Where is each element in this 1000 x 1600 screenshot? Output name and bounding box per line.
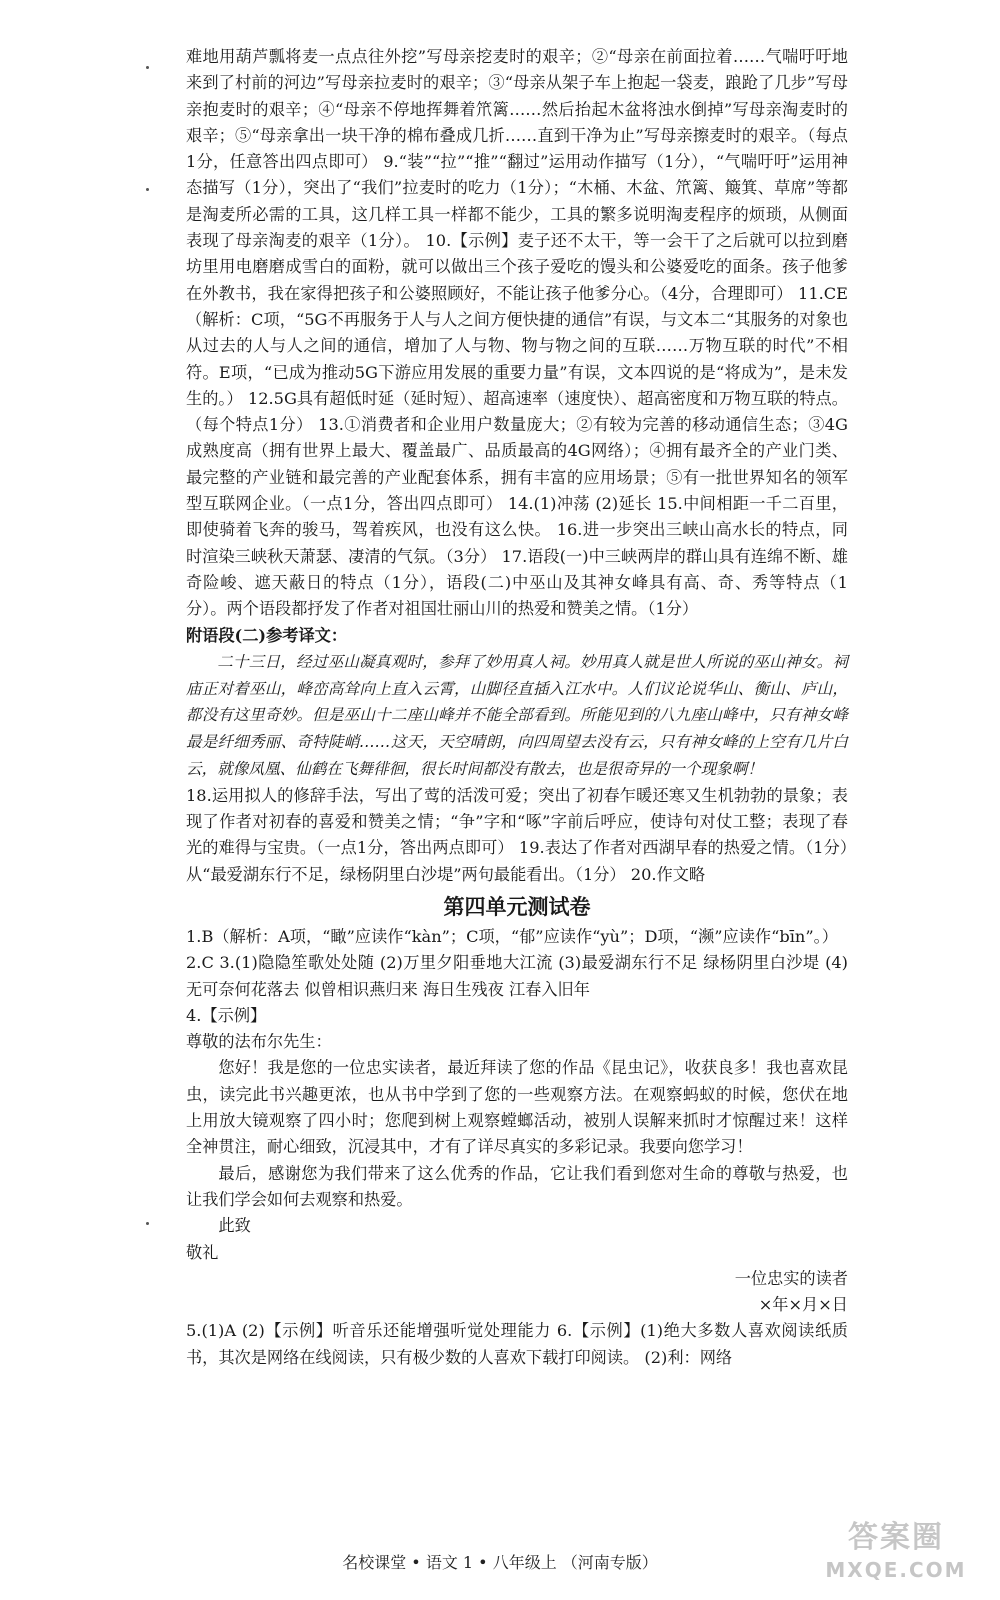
- appendix-title: 附语段(二)参考译文：: [186, 625, 348, 645]
- section-title: 第四单元测试卷: [443, 895, 591, 919]
- letter-body-1: 您好！我是您的一位忠实读者，最近拜读了您的作品《昆虫记》，收获良多！我也喜欢昆虫，读完此书兴趣更浓，也从书中学到了您的一些观察方法。在观察蚂蚁的时候，您伏在地上用放大镜观察了四小时；您爬到树上观察螳螂活动，被别人误解来抓时才惊醒过来！这样全神贯注，耐心细致，沉浸其中，才有了详尽真实的多彩记录。我要向您学习！: [186, 1058, 848, 1157]
- answer-2-3: 2.C 3.(1)隐隐笙歌处处随 (2)万里夕阳垂地大江流 (3)最爱湖东行不足 绿杨阴里白沙堤 (4)无可奈何花落去 似曾相识燕归来 海日生残夜 江春入旧年: [186, 953, 848, 999]
- page-footer: 名校课堂 • 语文 1 • 八年级上 （河南专版）: [342, 1553, 658, 1572]
- margin-dot: [146, 1222, 149, 1225]
- appendix-translation: 二十三日，经过巫山凝真观时，参拜了妙用真人祠。妙用真人就是世人所说的巫山神女。祠庙正对着巫山，峰峦高耸向上直入云霄，山脚径直插入江水中。人们议论说华山、衡山、庐山，都没有这里奇妙。但是巫山十二座山峰并不能全部看到。所能见到的八九座山峰中，只有神女峰最是纤细秀丽、奇特陡峭……这天，天空晴朗，向四周望去没有云，只有神女峰的上空有几片白云，就像凤凰、仙鹤在飞舞徘徊，很长时间都没有散去，也是很奇异的一个现象啊！: [186, 652, 848, 779]
- letter-closing-2: 敬礼: [186, 1242, 219, 1262]
- watermark-logo: [810, 1518, 982, 1594]
- letter-signature: 一位忠实的读者: [734, 1268, 848, 1288]
- watermark-text-bottom: MXQE.COM: [825, 1558, 967, 1582]
- answer-5-6: 5.(1)A (2)【示例】听音乐还能增强听觉处理能力 6.【示例】(1)绝大多数人喜欢阅读纸质书，其次是网络在线阅读，只有极少数的人喜欢下载打印阅读。 (2)利：网络: [186, 1321, 848, 1367]
- margin-dot: [146, 188, 149, 191]
- letter-date: ×年×月×日: [758, 1295, 848, 1315]
- letter-closing-1: 此致: [218, 1216, 251, 1236]
- answer-4-label: 4.【示例】: [186, 1005, 267, 1025]
- answer-block-top: 难地用葫芦瓢将麦一点点往外挖”写母亲挖麦时的艰辛；②“母亲在前面拉着……气喘吁吁地来到了村前的河边”写母亲拉麦时的艰辛；③“母亲从架子车上抱起一袋麦，踉跄了几步”写母亲抱麦时的艰辛；④“母亲不停地挥舞着笊篱……然后抬起木盆将浊水倒掉”写母亲淘麦时的艰辛；⑤“母亲拿出一块干净的棉布叠成几折……直到干净为止”写母亲擦麦时的艰辛。（每点1分，任意答出四点即可） 9.“装”“拉”“推”“翻过”运用动作描写（1分），“气喘吁吁”运用神态描写（1分），突出了“我们”拉麦时的吃力（1分）；“木桶、木盆、笊篱、簸箕、草席”等都是淘麦所必需的工具，这几样工具一样都不能少，工具的繁多说明淘麦程序的烦琐，从侧面表现了母亲淘麦的艰辛（1分）。 10.【示例】麦子还不太干，等一会干了之后就可以拉到磨坊里用电磨磨成雪白的面粉，就可以做出三个孩子爱吃的馒头和公婆爱吃的面条。孩子他爹在外教书，我在家得把孩子和公婆照顾好，不能让孩子他爹分心。（4分，合理即可） 11.CE（解析：C项，“5G不再服务于人与人之间方便快捷的通信”有误，与文本二“其服务的对象也从过去的人与人之间的通信，增加了人与物、物与物之间的互联……万物互联的时代”不相符。E项，“已成为推动5G下游应用发展的重要力量”有误，文本四说的是“将成为”，是未发生的。） 12.5G具有超低时延（延时短）、超高速率（速度快）、超高密度和万物互联的特点。（每个特点1分） 13.①消费者和企业用户数量庞大；②有较为完善的移动通信生态；③4G成熟度高（拥有世界上最大、覆盖最广、品质最高的4G网络）；④拥有最齐全的产业门类、最完整的产业链和最完善的产业配套体系，拥有丰富的应用场景；⑤有一批世界知名的领军型互联网企业。（一点1分，答出四点即可） 14.(1)冲荡 (2)延长 15.中间相距一千二百里，即使骑着飞奔的骏马，驾着疾风，也没有这么快。 16.进一步突出三峡山高水长的特点，同时渲染三峡秋天萧瑟、凄清的气氛。（3分） 17.语段(一)中三峡两岸的群山具有连绵不断、雄奇险峻、遮天蔽日的特点（1分），语段(二)中巫山及其神女峰具有高、奇、秀等特点（1分）。两个语段都抒发了作者对祖国壮丽山川的热爱和赞美之情。（1分）: [186, 47, 848, 619]
- letter-salutation: 尊敬的法布尔先生：: [186, 1032, 332, 1052]
- margin-dot: [146, 66, 149, 69]
- answer-1: 1.B（解析：A项，“瞰”应读作“kàn”；C项，“郁”应读作“yù”；D项，“濒”应读作“bīn”。）: [186, 927, 838, 946]
- watermark-text-top: 答案圈: [848, 1520, 944, 1555]
- answer-18-20: 18.运用拟人的修辞手法，写出了莺的活泼可爱；突出了初春乍暖还寒又生机勃勃的景象；表现了作者对初春的喜爱和赞美之情；“争”字和“啄”字前后呼应，使诗句对仗工整；表现了春光的难得与宝贵。（一点1分，答出两点即可） 19.表达了作者对西湖早春的热爱之情。（1分）从“最爱湖东行不足，绿杨阴里白沙堤”两句最能看出。（1分） 20.作文略: [186, 785, 848, 884]
- answer-page: [186, 44, 848, 1371]
- letter-body-2: 最后，感谢您为我们带来了这么优秀的作品，它让我们看到您对生命的尊敬与热爱，也让我们学会如何去观察和热爱。: [186, 1163, 848, 1209]
